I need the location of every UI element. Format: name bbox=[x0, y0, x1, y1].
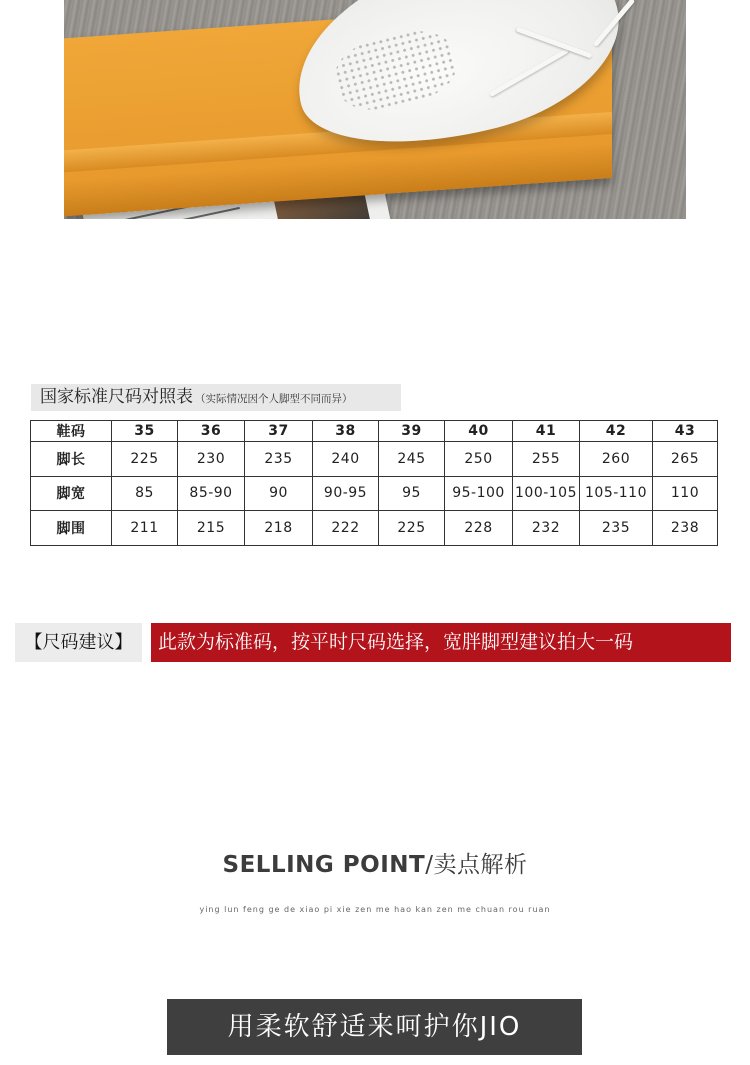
size-cell: 35 bbox=[112, 421, 178, 442]
table-cell: 110 bbox=[653, 476, 718, 511]
size-chart-caption bbox=[31, 384, 401, 411]
size-chart-title: 国家标准尺码对照表 bbox=[40, 387, 193, 407]
table-row bbox=[31, 476, 718, 511]
selling-point-title-en: SELLING POINT bbox=[222, 852, 426, 878]
size-cell: 42 bbox=[580, 421, 653, 442]
table-cell: 245 bbox=[379, 442, 445, 477]
table-cell: 218 bbox=[245, 511, 313, 546]
row-label: 脚围 bbox=[31, 511, 112, 546]
table-cell: 211 bbox=[112, 511, 178, 546]
table-cell: 225 bbox=[379, 511, 445, 546]
size-header-row bbox=[31, 421, 718, 442]
row-label: 脚长 bbox=[31, 442, 112, 477]
table-cell: 222 bbox=[313, 511, 379, 546]
table-cell: 225 bbox=[112, 442, 178, 477]
table-cell: 215 bbox=[178, 511, 245, 546]
table-cell: 232 bbox=[513, 511, 580, 546]
size-cell: 38 bbox=[313, 421, 379, 442]
table-cell: 105-110 bbox=[580, 476, 653, 511]
pinyin-subtitle: ying lun feng ge de xiao pi xie zen me hao kan zen me chuan rou ruan bbox=[199, 905, 551, 914]
table-cell: 85-90 bbox=[178, 476, 245, 511]
table-cell: 250 bbox=[445, 442, 513, 477]
header-label: 鞋码 bbox=[31, 421, 112, 442]
table-cell: 228 bbox=[445, 511, 513, 546]
size-cell: 36 bbox=[178, 421, 245, 442]
table-cell: 95-100 bbox=[445, 476, 513, 511]
table-cell: 255 bbox=[513, 442, 580, 477]
table-cell: 238 bbox=[653, 511, 718, 546]
table-cell: 100-105 bbox=[513, 476, 580, 511]
row-label: 脚宽 bbox=[31, 476, 112, 511]
table-cell: 240 bbox=[313, 442, 379, 477]
size-chart-note: （实际情况因个人脚型不同而异） bbox=[195, 393, 353, 405]
size-advice-text: 此款为标准码，按平时尺码选择，宽胖脚型建议拍大一码 bbox=[151, 623, 731, 662]
table-cell: 85 bbox=[112, 476, 178, 511]
size-cell: 39 bbox=[379, 421, 445, 442]
size-cell: 41 bbox=[513, 421, 580, 442]
table-cell: 90-95 bbox=[313, 476, 379, 511]
size-cell: 43 bbox=[653, 421, 718, 442]
table-cell: 265 bbox=[653, 442, 718, 477]
size-table bbox=[30, 420, 718, 546]
table-cell: 95 bbox=[379, 476, 445, 511]
table-cell: 260 bbox=[580, 442, 653, 477]
selling-point-banner: 用柔软舒适来呵护你JIO bbox=[167, 999, 582, 1055]
table-cell: 235 bbox=[245, 442, 313, 477]
size-cell: 37 bbox=[245, 421, 313, 442]
size-advice-label: 【尺码建议】 bbox=[15, 623, 142, 662]
table-row bbox=[31, 511, 718, 546]
table-cell: 230 bbox=[178, 442, 245, 477]
table-cell: 235 bbox=[580, 511, 653, 546]
table-row bbox=[31, 442, 718, 477]
selling-point-title bbox=[0, 846, 750, 879]
table-cell: 90 bbox=[245, 476, 313, 511]
product-photo bbox=[64, 0, 686, 219]
selling-point-title-zh: /卖点解析 bbox=[425, 852, 528, 878]
size-cell: 40 bbox=[445, 421, 513, 442]
